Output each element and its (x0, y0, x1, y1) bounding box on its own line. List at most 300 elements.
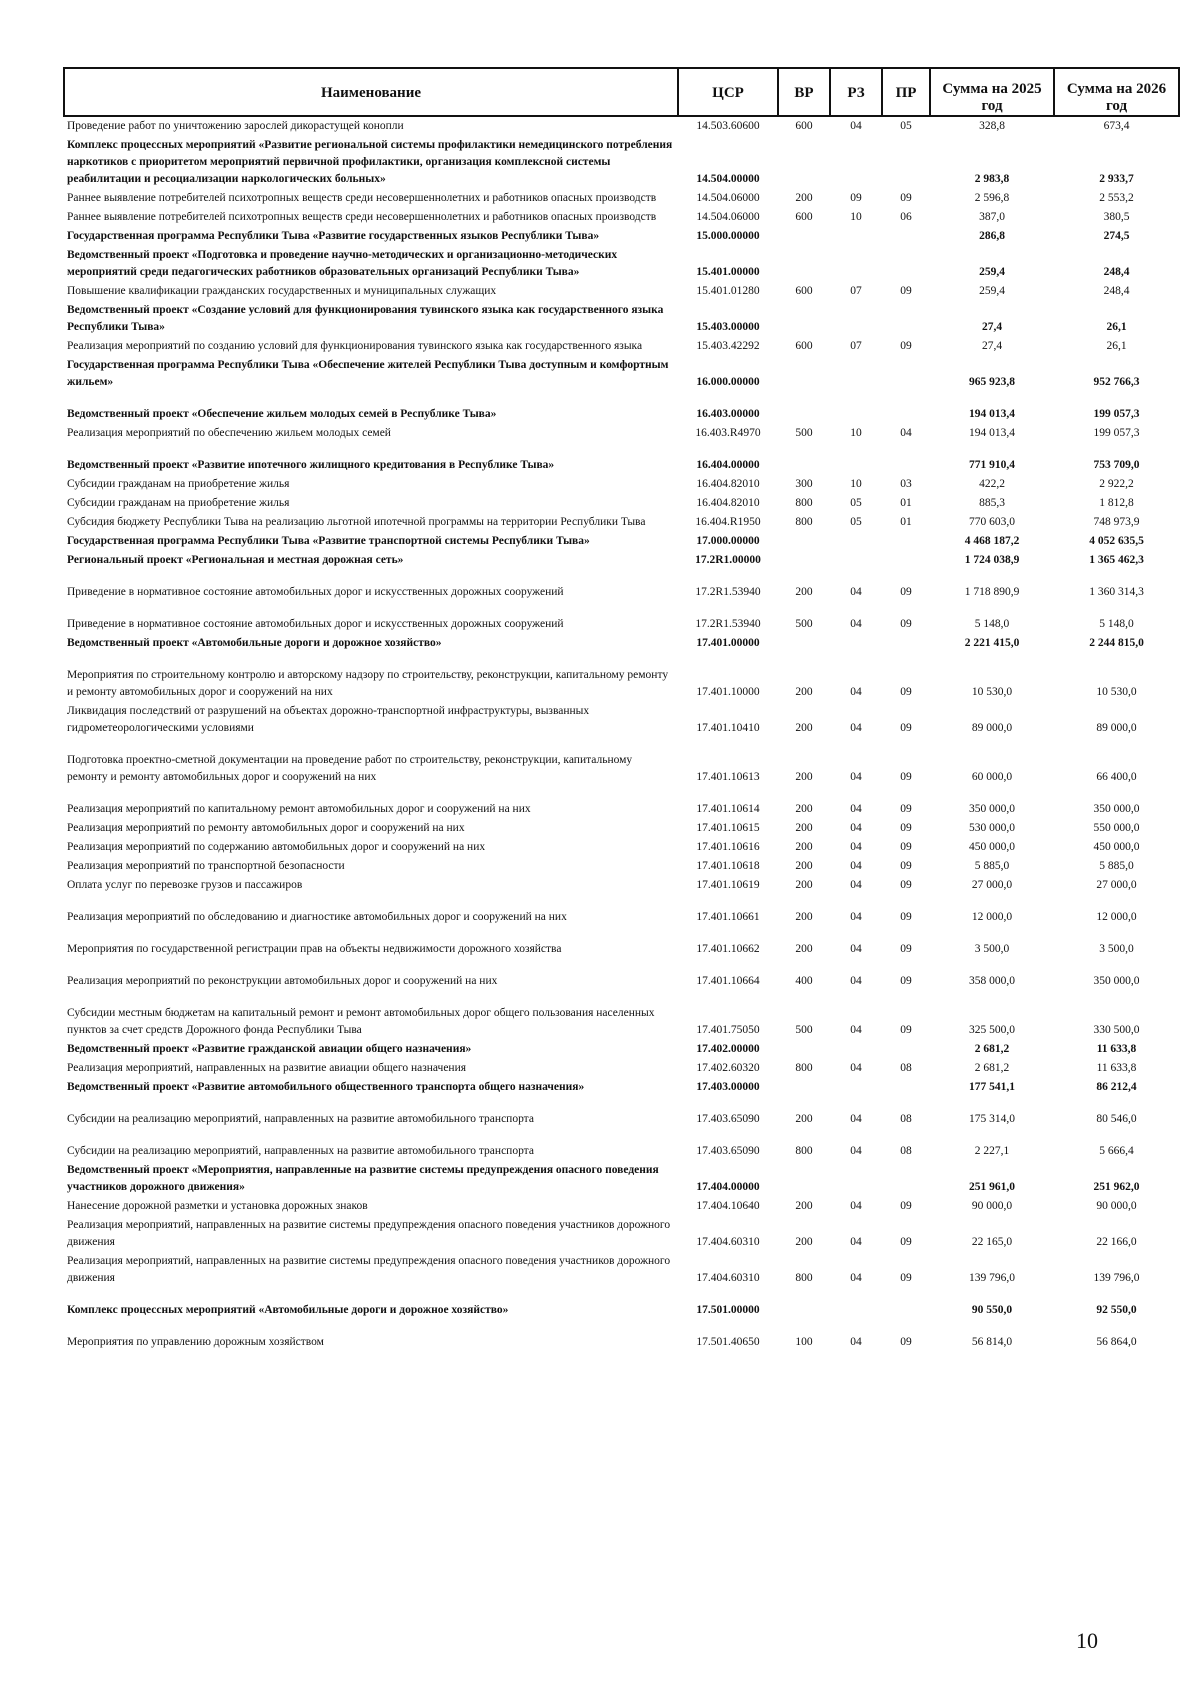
cell-rz: 07 (850, 285, 862, 297)
cell-csr: 16.404.82010 (696, 478, 760, 490)
cell-name: Приведение в нормативное состояние автомобильных дорог и искусственных дорожных сооружений (67, 618, 564, 630)
cell-sum-2026: 350 000,0 (1093, 975, 1140, 987)
cell-rz: 05 (850, 516, 862, 528)
cell-sum-2026: 248,4 (1103, 285, 1130, 297)
cell-sum-2025: 771 910,4 (969, 459, 1015, 471)
cell-vr: 600 (795, 285, 813, 297)
cell-csr: 16.404.R1950 (695, 516, 761, 528)
cell-sum-2025: 90 550,0 (971, 1304, 1013, 1316)
cell-sum-2026: 350 000,0 (1093, 803, 1140, 815)
cell-name: Реализация мероприятий, направленных на развитие авиации общего назначения (67, 1062, 467, 1074)
cell-csr: 17.402.00000 (696, 1043, 760, 1055)
cell-sum-2026: 199 057,3 (1093, 427, 1140, 439)
cell-csr: 16.404.82010 (696, 497, 760, 509)
table-row (64, 787, 1179, 819)
cell-name: Проведение работ по уничтожению зарослей дикорастущей конопли (67, 120, 404, 132)
cell-rz (830, 1288, 882, 1320)
cell-vr: 600 (795, 211, 813, 223)
cell-name: Субсидии гражданам на приобретение жилья (67, 478, 290, 490)
cell-rz (830, 1161, 882, 1197)
cell-pr: 09 (900, 860, 912, 872)
cell-vr: 600 (795, 340, 813, 352)
cell-csr: 17.402.60320 (696, 1062, 760, 1074)
cell-name: Субсидия бюджету Республики Тыва на реализацию льготной ипотечной программы на территории Республики Тыва (67, 516, 646, 528)
table-row (64, 282, 1179, 301)
cell-vr: 200 (795, 803, 813, 815)
table-row (64, 1059, 1179, 1078)
cell-rz (830, 634, 882, 653)
cell-pr: 09 (900, 975, 912, 987)
table-row (64, 857, 1179, 876)
cell-vr: 500 (795, 1024, 813, 1036)
cell-name: Ведомственный проект «Развитие автомобильного общественного транспорта общего назначения» (67, 1081, 585, 1093)
cell-name: Субсидии на реализацию мероприятий, направленных на развитие автомобильного транспорта (67, 1113, 534, 1125)
cell-sum-2025: 56 814,0 (971, 1336, 1013, 1348)
cell-rz: 09 (850, 192, 862, 204)
cell-rz: 04 (850, 722, 862, 734)
cell-csr: 17.404.00000 (696, 1181, 760, 1193)
cell-rz: 04 (850, 879, 862, 891)
cell-vr (778, 634, 830, 653)
cell-sum-2025: 286,8 (979, 230, 1005, 242)
cell-vr: 200 (795, 771, 813, 783)
cell-vr: 200 (795, 686, 813, 698)
cell-name: Государственная программа Республики Тыва «Развитие государственных языков Республики Тыва» (67, 230, 600, 242)
cell-rz: 10 (850, 211, 862, 223)
cell-sum-2026: 248,4 (1103, 266, 1130, 278)
cell-sum-2026: 27 000,0 (1096, 879, 1137, 891)
cell-sum-2026: 1 365 462,3 (1089, 554, 1144, 566)
cell-sum-2025: 1 724 038,9 (964, 554, 1020, 566)
cell-sum-2026: 5 148,0 (1099, 618, 1134, 630)
header-sum-2025: Сумма на 2025 год (930, 68, 1054, 116)
cell-csr: 16.404.00000 (696, 459, 760, 471)
cell-vr (778, 1161, 830, 1197)
cell-vr (778, 1040, 830, 1059)
cell-name: Нанесение дорожной разметки и установка дорожных знаков (67, 1200, 368, 1212)
cell-name: Комплекс процессных мероприятий «Развитие региональной системы профилактики немедицинского потребления наркотиков с приоритетом мероприятий первичной профилактики, организация комплексной системы реабилитации и ресоциализации наркологических больных» (67, 139, 673, 185)
cell-name: Ведомственный проект «Развитие гражданской авиации общего назначения» (67, 1043, 472, 1055)
cell-sum-2026: 952 766,3 (1093, 376, 1140, 388)
cell-rz: 04 (850, 586, 862, 598)
cell-sum-2025: 12 000,0 (971, 911, 1013, 923)
cell-sum-2025: 27,4 (981, 340, 1003, 352)
table-row (64, 1078, 1179, 1097)
cell-sum-2026: 2 244 815,0 (1089, 637, 1144, 649)
header-csr: ЦСР (678, 68, 778, 116)
cell-sum-2025: 175 314,0 (969, 1113, 1015, 1125)
table-row (64, 1216, 1179, 1252)
cell-rz (830, 532, 882, 551)
cell-sum-2025: 22 165,0 (971, 1236, 1013, 1248)
cell-sum-2026: 2 933,7 (1099, 173, 1134, 185)
cell-csr: 17.401.75050 (696, 1024, 760, 1036)
cell-pr: 09 (900, 803, 912, 815)
cell-pr: 01 (900, 497, 912, 509)
cell-sum-2025: 27,4 (981, 321, 1003, 333)
cell-sum-2025: 259,4 (979, 266, 1005, 278)
cell-sum-2026: 550 000,0 (1093, 822, 1140, 834)
cell-vr: 200 (795, 841, 813, 853)
cell-pr (882, 443, 930, 475)
header-pr: ПР (882, 68, 930, 116)
cell-name: Ведомственный проект «Подготовка и проведение научно-методических и организационно-методических мероприятий среди педагогических работников образовательных организаций Республики Тыва» (67, 249, 618, 278)
cell-rz (830, 1040, 882, 1059)
cell-sum-2025: 2 221 415,0 (964, 637, 1020, 649)
cell-sum-2026: 12 000,0 (1096, 911, 1137, 923)
cell-rz: 04 (850, 1336, 862, 1348)
cell-rz: 04 (850, 1024, 862, 1036)
cell-vr: 100 (795, 1336, 813, 1348)
cell-sum-2026: 2 553,2 (1099, 192, 1134, 204)
cell-csr: 16.403.R4970 (695, 427, 761, 439)
cell-name: Ведомственный проект «Автомобильные дороги и дорожное хозяйство» (67, 637, 442, 649)
cell-sum-2026: 26,1 (1106, 340, 1127, 352)
table-header-row (64, 68, 1179, 116)
cell-sum-2025: 10 530,0 (971, 686, 1013, 698)
cell-name: Региональный проект «Региональная и местная дорожная сеть» (67, 554, 404, 566)
cell-rz: 04 (850, 686, 862, 698)
table-row (64, 443, 1179, 475)
cell-vr: 400 (795, 975, 813, 987)
cell-vr: 200 (795, 192, 813, 204)
cell-csr: 16.403.00000 (696, 408, 760, 420)
cell-csr: 17.404.10640 (696, 1200, 760, 1212)
cell-sum-2025: 387,0 (979, 211, 1005, 223)
table-row (64, 392, 1179, 424)
cell-csr: 15.403.00000 (696, 321, 760, 333)
cell-pr: 06 (900, 211, 912, 223)
cell-csr: 15.401.00000 (696, 266, 760, 278)
cell-sum-2025: 89 000,0 (971, 722, 1013, 734)
cell-name: Раннее выявление потребителей психотропных веществ среди несовершеннолетних и работников опасных производств (67, 192, 657, 204)
table-row (64, 208, 1179, 227)
cell-vr (778, 392, 830, 424)
cell-sum-2025: 194 013,4 (969, 427, 1015, 439)
cell-rz (830, 443, 882, 475)
cell-csr: 17.501.00000 (696, 1304, 760, 1316)
cell-csr: 17.401.10000 (696, 686, 760, 698)
cell-pr (882, 301, 930, 337)
cell-csr: 17.401.10410 (696, 722, 760, 734)
cell-csr: 15.401.01280 (696, 285, 760, 297)
cell-sum-2025: 325 500,0 (969, 1024, 1015, 1036)
cell-rz: 04 (850, 618, 862, 630)
table-row (64, 1252, 1179, 1288)
cell-pr: 09 (900, 1336, 912, 1348)
cell-rz: 04 (850, 943, 862, 955)
cell-sum-2026: 2 922,2 (1099, 478, 1134, 490)
cell-rz: 04 (850, 860, 862, 872)
cell-name: Реализация мероприятий, направленных на развитие системы предупреждения опасного поведения участников дорожного движения (67, 1219, 671, 1248)
cell-rz: 04 (850, 822, 862, 834)
cell-csr: 17.403.65090 (696, 1145, 760, 1157)
cell-sum-2025: 90 000,0 (971, 1200, 1013, 1212)
table-row (64, 532, 1179, 551)
table-row (64, 1129, 1179, 1161)
cell-name: Мероприятия по управлению дорожным хозяйством (67, 1336, 324, 1348)
cell-pr (882, 246, 930, 282)
table-row (64, 1197, 1179, 1216)
cell-pr: 09 (900, 841, 912, 853)
table-row (64, 513, 1179, 532)
cell-vr: 300 (795, 478, 813, 490)
cell-csr: 16.000.00000 (696, 376, 760, 388)
cell-sum-2025: 965 923,8 (969, 376, 1015, 388)
cell-sum-2026: 10 530,0 (1096, 686, 1137, 698)
cell-sum-2026: 89 000,0 (1096, 722, 1137, 734)
cell-sum-2026: 4 052 635,5 (1089, 535, 1144, 547)
budget-table-container (63, 67, 1178, 1352)
cell-sum-2025: 177 541,1 (969, 1081, 1015, 1093)
cell-rz: 04 (850, 1113, 862, 1125)
cell-rz: 04 (850, 803, 862, 815)
cell-csr: 14.503.60600 (696, 120, 760, 132)
cell-sum-2025: 358 000,0 (969, 975, 1015, 987)
cell-name: Государственная программа Республики Тыва «Развитие транспортной системы Республики Тыва» (67, 535, 590, 547)
cell-vr: 200 (795, 1113, 813, 1125)
cell-csr: 17.401.10661 (696, 911, 760, 923)
cell-vr: 200 (795, 1200, 813, 1212)
cell-csr: 17.401.10619 (696, 879, 760, 891)
cell-rz: 04 (850, 771, 862, 783)
cell-name: Реализация мероприятий по транспортной безопасности (67, 860, 345, 872)
cell-name: Реализация мероприятий по содержанию автомобильных дорог и сооружений на них (67, 841, 486, 853)
cell-pr (882, 634, 930, 653)
cell-sum-2026: 753 709,0 (1093, 459, 1140, 471)
cell-sum-2025: 251 961,0 (969, 1181, 1015, 1193)
cell-sum-2026: 11 633,8 (1096, 1062, 1137, 1074)
cell-name: Субсидии на реализацию мероприятий, направленных на развитие автомобильного транспорта (67, 1145, 534, 1157)
cell-sum-2025: 885,3 (979, 497, 1005, 509)
cell-rz (830, 227, 882, 246)
cell-pr (882, 532, 930, 551)
cell-name: Реализация мероприятий по капитальному ремонт автомобильных дорог и сооружений на них (67, 803, 531, 815)
table-row (64, 927, 1179, 959)
cell-pr: 09 (900, 285, 912, 297)
cell-pr: 03 (900, 478, 912, 490)
cell-pr: 08 (900, 1113, 912, 1125)
cell-sum-2026: 1 812,8 (1099, 497, 1134, 509)
table-row (64, 653, 1179, 702)
cell-pr: 04 (900, 427, 912, 439)
cell-rz (830, 356, 882, 392)
cell-pr: 09 (900, 192, 912, 204)
cell-pr (882, 1161, 930, 1197)
cell-csr: 17.501.40650 (696, 1336, 760, 1348)
table-body (64, 116, 1179, 1352)
cell-name: Субсидии гражданам на приобретение жилья (67, 497, 290, 509)
table-row (64, 246, 1179, 282)
cell-csr: 14.504.06000 (696, 192, 760, 204)
table-row (64, 1161, 1179, 1197)
cell-sum-2026: 26,1 (1106, 321, 1127, 333)
cell-csr: 14.504.00000 (696, 173, 760, 185)
cell-name: Повышение квалификации гражданских государственных и муниципальных служащих (67, 285, 497, 297)
table-row (64, 1097, 1179, 1129)
cell-name: Ликвидация последствий от разрушений на объектах дорожно-транспортной инфраструктуры, вызванных гидрометеорологическими условиями (67, 705, 590, 734)
cell-csr: 17.403.00000 (696, 1081, 760, 1093)
cell-sum-2025: 530 000,0 (969, 822, 1015, 834)
cell-rz: 04 (850, 841, 862, 853)
cell-pr: 09 (900, 1272, 912, 1284)
cell-csr: 17.000.00000 (696, 535, 760, 547)
cell-pr: 09 (900, 722, 912, 734)
cell-vr: 800 (795, 516, 813, 528)
cell-csr: 17.401.00000 (696, 637, 760, 649)
cell-sum-2026: 66 400,0 (1096, 771, 1137, 783)
cell-sum-2026: 3 500,0 (1099, 943, 1134, 955)
cell-csr: 17.2R1.00000 (695, 554, 761, 566)
cell-pr: 09 (900, 1236, 912, 1248)
cell-sum-2025: 350 000,0 (969, 803, 1015, 815)
cell-name: Ведомственный проект «Создание условий для функционирования тувинского языка как государственного языка Республики Тыва» (67, 304, 664, 333)
cell-sum-2026: 90 000,0 (1096, 1200, 1137, 1212)
cell-vr: 800 (795, 1145, 813, 1157)
cell-vr: 200 (795, 860, 813, 872)
cell-vr: 800 (795, 497, 813, 509)
table-row (64, 838, 1179, 857)
cell-rz: 04 (850, 911, 862, 923)
cell-sum-2026: 748 973,9 (1093, 516, 1140, 528)
cell-vr: 200 (795, 911, 813, 923)
cell-csr: 17.401.10664 (696, 975, 760, 987)
cell-vr: 800 (795, 1062, 813, 1074)
cell-pr: 09 (900, 340, 912, 352)
cell-sum-2026: 92 550,0 (1096, 1304, 1137, 1316)
cell-pr: 05 (900, 120, 912, 132)
cell-vr: 200 (795, 1236, 813, 1248)
cell-rz: 04 (850, 1145, 862, 1157)
cell-rz (830, 1078, 882, 1097)
cell-name: Оплата услуг по перевозке грузов и пассажиров (67, 879, 303, 891)
cell-pr: 09 (900, 618, 912, 630)
cell-sum-2025: 2 681,2 (974, 1062, 1010, 1074)
cell-vr (778, 532, 830, 551)
cell-sum-2025: 2 983,8 (974, 173, 1010, 185)
cell-vr (778, 356, 830, 392)
cell-pr: 09 (900, 822, 912, 834)
cell-pr: 09 (900, 879, 912, 891)
cell-vr (778, 551, 830, 570)
table-row (64, 1040, 1179, 1059)
table-row (64, 895, 1179, 927)
header-vr: ВР (778, 68, 830, 116)
cell-rz (830, 392, 882, 424)
table-row (64, 337, 1179, 356)
cell-vr (778, 227, 830, 246)
table-row (64, 570, 1179, 602)
cell-pr: 09 (900, 911, 912, 923)
table-row (64, 301, 1179, 337)
cell-csr: 15.000.00000 (696, 230, 760, 242)
cell-name: Субсидии местным бюджетам на капитальный ремонт и ремонт автомобильных дорог общего пользования населенных пунктов за счет средств Дорожного фонда Республики Тыва (67, 1007, 655, 1036)
cell-name: Реализация мероприятий по созданию условий для функционирования тувинского языка как государственного языка (67, 340, 643, 352)
cell-sum-2026: 673,4 (1103, 120, 1130, 132)
cell-sum-2026: 5 885,0 (1099, 860, 1134, 872)
cell-csr: 17.403.65090 (696, 1113, 760, 1125)
table-row (64, 494, 1179, 513)
table-row (64, 634, 1179, 653)
cell-rz: 04 (850, 975, 862, 987)
cell-rz: 04 (850, 120, 862, 132)
header-rz: РЗ (830, 68, 882, 116)
table-row (64, 738, 1179, 787)
cell-csr: 17.2R1.53940 (695, 618, 761, 630)
cell-vr: 200 (795, 879, 813, 891)
cell-vr: 800 (795, 1272, 813, 1284)
cell-sum-2026: 139 796,0 (1093, 1272, 1140, 1284)
cell-csr: 14.504.06000 (696, 211, 760, 223)
cell-sum-2025: 2 681,2 (974, 1043, 1010, 1055)
table-row (64, 424, 1179, 443)
cell-vr: 600 (795, 120, 813, 132)
cell-pr (882, 227, 930, 246)
cell-sum-2025: 1 718 890,9 (964, 586, 1020, 598)
cell-sum-2026: 86 212,4 (1096, 1081, 1137, 1093)
cell-name: Реализация мероприятий, направленных на развитие системы предупреждения опасного поведения участников дорожного движения (67, 1255, 671, 1284)
cell-rz: 04 (850, 1062, 862, 1074)
table-row (64, 189, 1179, 208)
table-row (64, 227, 1179, 246)
cell-sum-2026: 330 500,0 (1093, 1024, 1140, 1036)
cell-rz (830, 246, 882, 282)
cell-vr (778, 1288, 830, 1320)
cell-csr: 17.404.60310 (696, 1272, 760, 1284)
cell-name: Реализация мероприятий по обеспечению жильем молодых семей (67, 427, 391, 439)
cell-pr: 09 (900, 586, 912, 598)
cell-sum-2025: 4 468 187,2 (964, 535, 1020, 547)
cell-pr (882, 551, 930, 570)
cell-vr: 200 (795, 822, 813, 834)
cell-rz: 05 (850, 497, 862, 509)
cell-vr (778, 246, 830, 282)
cell-sum-2025: 770 603,0 (969, 516, 1015, 528)
cell-csr: 17.401.10615 (696, 822, 760, 834)
cell-sum-2026: 274,5 (1103, 230, 1130, 242)
cell-rz: 10 (850, 478, 862, 490)
cell-sum-2025: 450 000,0 (969, 841, 1015, 853)
table-row (64, 991, 1179, 1040)
cell-vr (778, 301, 830, 337)
page-number: 10 (1076, 1628, 1098, 1653)
table-row (64, 475, 1179, 494)
cell-pr: 08 (900, 1062, 912, 1074)
cell-pr: 09 (900, 1200, 912, 1212)
cell-pr (882, 1040, 930, 1059)
cell-pr: 09 (900, 686, 912, 698)
cell-pr: 08 (900, 1145, 912, 1157)
cell-pr: 01 (900, 516, 912, 528)
cell-name: Реализация мероприятий по реконструкции автомобильных дорог и сооружений на них (67, 975, 498, 987)
cell-rz (830, 136, 882, 189)
table-row (64, 602, 1179, 634)
cell-csr: 17.404.60310 (696, 1236, 760, 1248)
cell-sum-2026: 450 000,0 (1093, 841, 1140, 853)
table-row (64, 551, 1179, 570)
table-row (64, 1288, 1179, 1320)
cell-name: Реализация мероприятий по обследованию и диагностике автомобильных дорог и сооружений на них (67, 911, 567, 923)
cell-name: Ведомственный проект «Мероприятия, направленные на развитие системы предупреждения опасного поведения участников дорожного движения» (67, 1164, 659, 1193)
cell-name: Мероприятия по строительному контролю и авторскому надзору по строительству, реконструкции, капитальному ремонту и ремонту автомобильных дорог и сооружений на них (67, 669, 669, 698)
cell-vr: 500 (795, 427, 813, 439)
cell-name: Приведение в нормативное состояние автомобильных дорог и искусственных дорожных сооружений (67, 586, 564, 598)
cell-vr: 500 (795, 618, 813, 630)
cell-pr: 09 (900, 1024, 912, 1036)
budget-table (63, 67, 1180, 1352)
cell-csr: 17.2R1.53940 (695, 586, 761, 598)
cell-rz: 04 (850, 1272, 862, 1284)
